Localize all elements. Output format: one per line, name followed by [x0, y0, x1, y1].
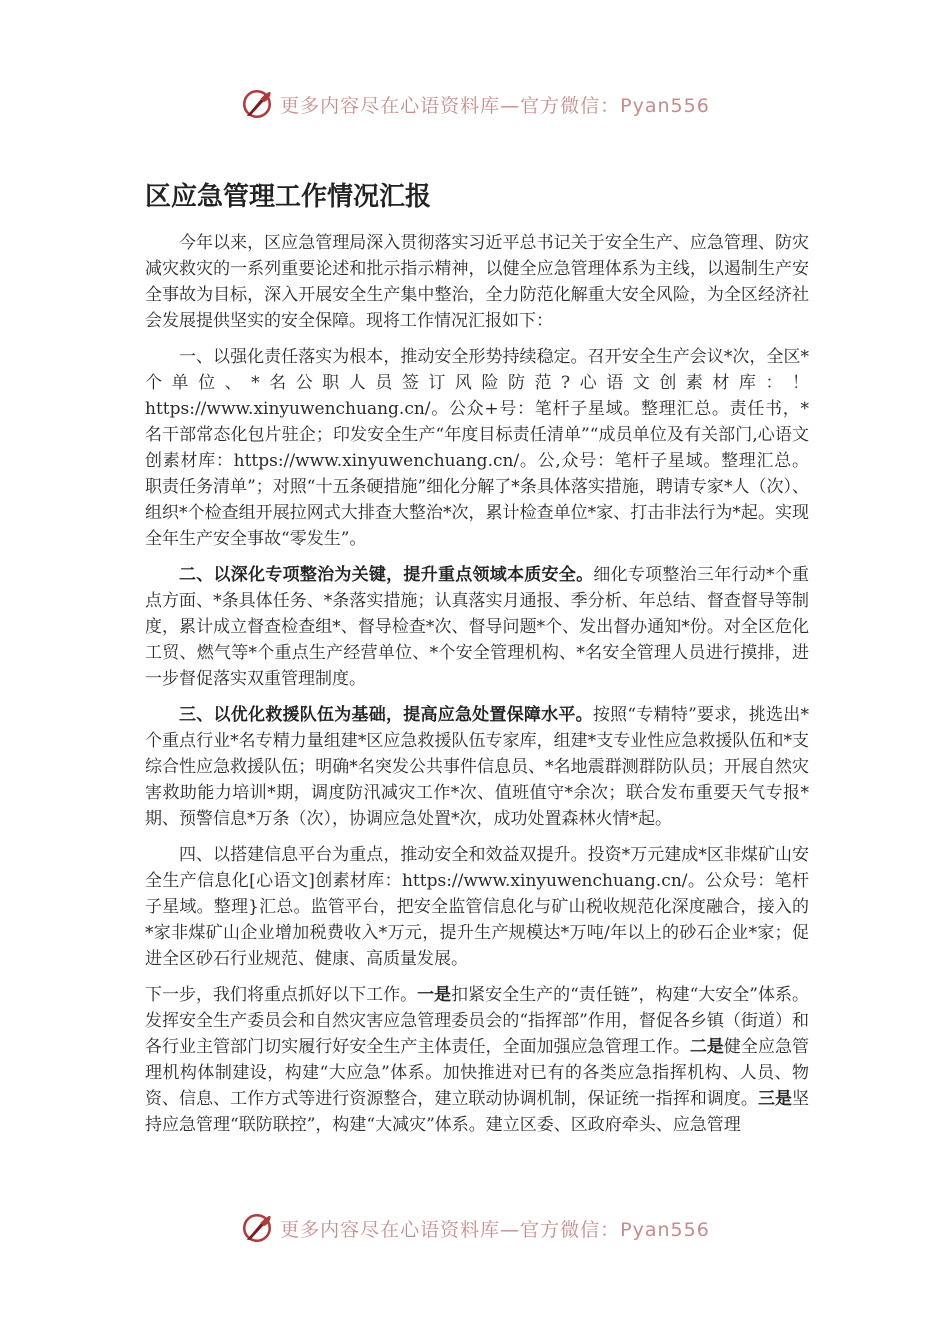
page-title: 区应急管理工作情况汇报 [145, 182, 432, 212]
section-2-paragraph [145, 562, 809, 692]
footer-banner [0, 1208, 950, 1248]
keyword-third: 三是 [757, 1089, 793, 1109]
section-3-paragraph [145, 702, 809, 832]
intro-paragraph: 今年以来，区应急管理局深入贯彻落实习近平总书记关于安全生产、应急管理、防灾减灾救灾的一系列重要论述和批示指示精神，以健全应急管理体系为主线，以遏制生产安全事故为目标，深入开展安全生产集中整治，全力防范化解重大安全风险，为全区经济社会发展提供坚实的安全保障。现将工作情况汇报如下： [145, 233, 809, 331]
next-steps-item-2: 健全应急管理机构体制建设，构建“大应急”体系。加快推进对已有的各类应急指挥机构、人员、物资、信息、工作方式等进行资源整合，建立联动协调机制，保证统一指挥和调度。 [145, 1037, 810, 1109]
section-2-body: 细化专项整治三年行动*个重点方面、*条具体任务、*条落实措施；认真落实月通报、季分析、年总结、督查督导等制度，累计成立督查检查组*、督导检查*次、督导问题*个、发出督办通知*份。对全区危化工贸、燃气等*个重点生产经营单位、*个安全管理机构、*名安全管理人员进行摸排，进一步督促落实双重管理制度。 [145, 565, 810, 689]
section-3-body: 按照“专精特”要求，挑选出*个重点行业*名专精力量组建*区应急救援队伍专家库，组建*支专业性应急救援队伍和*支综合性应急救援队伍；明确*名突发公共事件信息员、*名地震群测群防队员；开展自然灾害救助能力培训*期，调度防汛减灾工作*次、值班值守*余次；联合发布重要天气专报*期、预警信息*万条（次），协调应急处置*次，成功处置森林火情*起。 [145, 705, 810, 829]
quill-pen-icon [240, 87, 274, 121]
document-body [145, 230, 809, 1148]
quill-pen-icon [240, 1211, 274, 1245]
keyword-second: 二是 [689, 1037, 724, 1057]
banner-text: 更多内容尽在心语资料库—官方微信：Pyan556 [280, 94, 710, 117]
section-1-paragraph: 一、以强化责任落实为根本，推动安全形势持续稳定。召开安全生产会议*次，全区*个单位、*名公职人员签订风险防范?心语文创素材库：！https://www.xinyuwenchuang.cn/。公众+号：笔杆子星域。整理汇总。责任书，*名干部常态化包片驻企；印发安全生产“年度目标责任清单”“成员单位及有关部门,心语文创素材库：https://www.xinyuwenchuang.cn/。公,众号：笔杆子星域。整理汇总。职责任务清单”；对照“十五条硬措施”细化分解了*条具体落实措施，聘请专家*人（次）、组织*个检查组开展拉网式大排查大整治*次，累计检查单位*家、打击非法行为*起。实现全年生产安全事故“零发生”。 [145, 347, 809, 549]
section-2-heading: 二、以深化专项整治为关键，提升重点领域本质安全。 [179, 565, 594, 585]
section-3-heading: 三、以优化救援队伍为基础，提高应急处置保障水平。 [179, 705, 593, 725]
banner-text: 更多内容尽在心语资料库—官方微信：Pyan556 [280, 1218, 710, 1241]
header-banner [0, 84, 950, 124]
next-steps-item-1: 扣紧安全生产的“责任链”，构建“大安全”体系。发挥安全生产委员会和自然灾害应急管理委员会的“指挥部”作用，督促各乡镇（街道）和各行业主管部门切实履行好安全生产主体责任，全面加强应急管理工作。 [145, 985, 810, 1057]
keyword-first: 一是 [417, 985, 452, 1005]
next-steps-lead: 下一步，我们将重点抓好以下工作。 [145, 985, 418, 1005]
section-4-paragraph: 四、以搭建信息平台为重点，推动安全和效益双提升。投资*万元建成*区非煤矿山安全生产信息化[心语文]创素材库：https://www.xinyuwenchuang.cn/。公众号：笔杆子星域。整理}汇总。监管平台，把安全监管信息化与矿山税收规范化深度融合，接入的*家非煤矿山企业增加税费收入*万元，提升生产规模达*万吨/年以上的砂石企业*家；促进全区砂石行业规范、健康、高质量发展。 [145, 845, 809, 969]
next-steps-paragraph [145, 982, 809, 1138]
next-steps-item-3: 坚持应急管理“联防联控”，构建“大减灾”体系。建立区委、区政府牵头、应急管理 [145, 1089, 810, 1135]
